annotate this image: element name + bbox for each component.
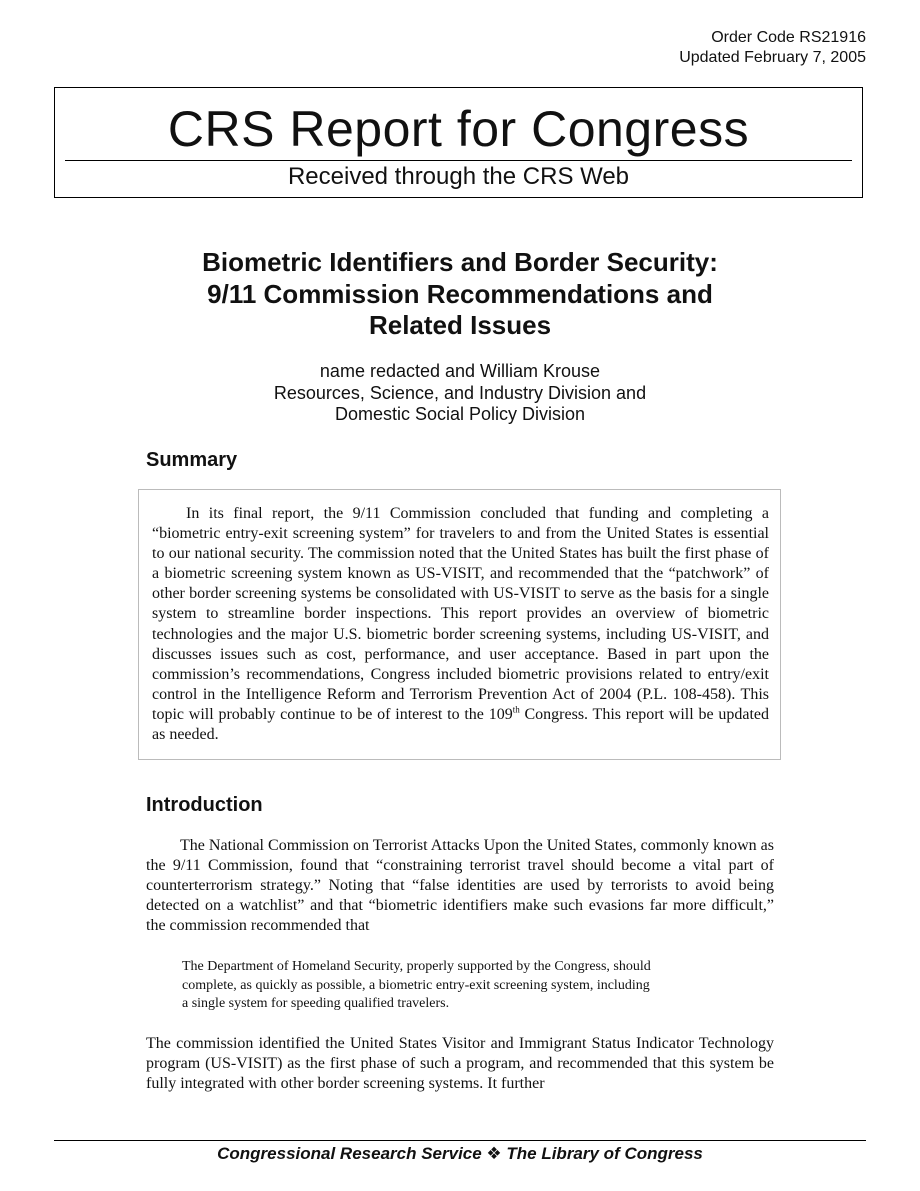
introduction-heading: Introduction [146, 794, 263, 816]
summary-heading: Summary [146, 449, 238, 471]
updated-date: Updated February 7, 2005 [679, 49, 866, 66]
author-block [100, 361, 820, 426]
quote-line: complete, as quickly as possible, a biometric entry-exit screening system, including [182, 977, 650, 993]
document-title [100, 247, 820, 342]
title-line: Related Issues [368, 310, 552, 340]
author-names: name redacted and William Krouse [319, 361, 601, 381]
summary-text-end: Congress. This report will be updated as needed. [152, 705, 770, 744]
intro-paragraph-2: The commission identified the United States Visitor and Immigrant Status Indicator Technology program (US-VISIT) as the first phase of such a program, and recommended that this system be fully integrated with other border screening systems. It further [146, 1035, 774, 1093]
footer-divider [54, 1140, 866, 1141]
title-line: Biometric Identifiers and Border Security: [202, 247, 718, 277]
summary-text-main: In its final report, the 9/11 Commission concluded that funding and completing a “biometric entry-exit screening system” for travelers to and from the United States is essential to our national security. The commission noted that the United States has built the first phase of a biometric screening system known as US-VISIT, and recommended that the “patchwork” of other border screening systems be consolidated with US-VISIT to serve as the basis for a single system to streamline border inspections. This report provides an overview of biometric technologies and the major U.S. biometric border screening systems, including US-VISIT, and discusses issues such as cost, performance, and user acceptance. Based in part upon the commission’s recommendations, Congress included biometric provisions related to entry/exit control in the Intelligence Reform and Terrorism Prevention Act of 2004 (P.L. 108-458). This topic will probably continue to be of interest to the 109 [152, 505, 769, 723]
banner-subtitle: Received through the CRS Web [287, 163, 630, 190]
banner-title: CRS Report for Congress [167, 101, 750, 157]
order-code-block [679, 28, 866, 68]
footer-text: Congressional Research Service ❖ The Library of Congress [217, 1144, 703, 1163]
quote-line: The Department of Homeland Security, properly supported by the Congress, should [182, 959, 651, 974]
quote-line: a single system for speeding qualified travelers. [182, 996, 450, 1011]
summary-paragraph [152, 504, 769, 745]
banner-divider [65, 160, 852, 161]
block-quote [182, 958, 742, 1014]
crs-banner [54, 87, 863, 198]
division-line: Domestic Social Policy Division [334, 404, 586, 424]
summary-superscript: th [512, 704, 520, 715]
division-line: Resources, Science, and Industry Division and [273, 382, 647, 403]
title-line: 9/11 Commission Recommendations and [207, 278, 713, 309]
intro-paragraph-1: The National Commission on Terrorist Attacks Upon the United States, commonly known as the 9/11 Commission, found that “constraining terrorist travel should become a vital part of counterterrorism strategy.” Noting that “false identities are used by terrorists to avoid being detected on a watchlist” and that “biometric identifiers make such evasions far more difficult,” the commission recommended that [146, 837, 774, 935]
order-code: Order Code RS21916 [711, 29, 866, 46]
